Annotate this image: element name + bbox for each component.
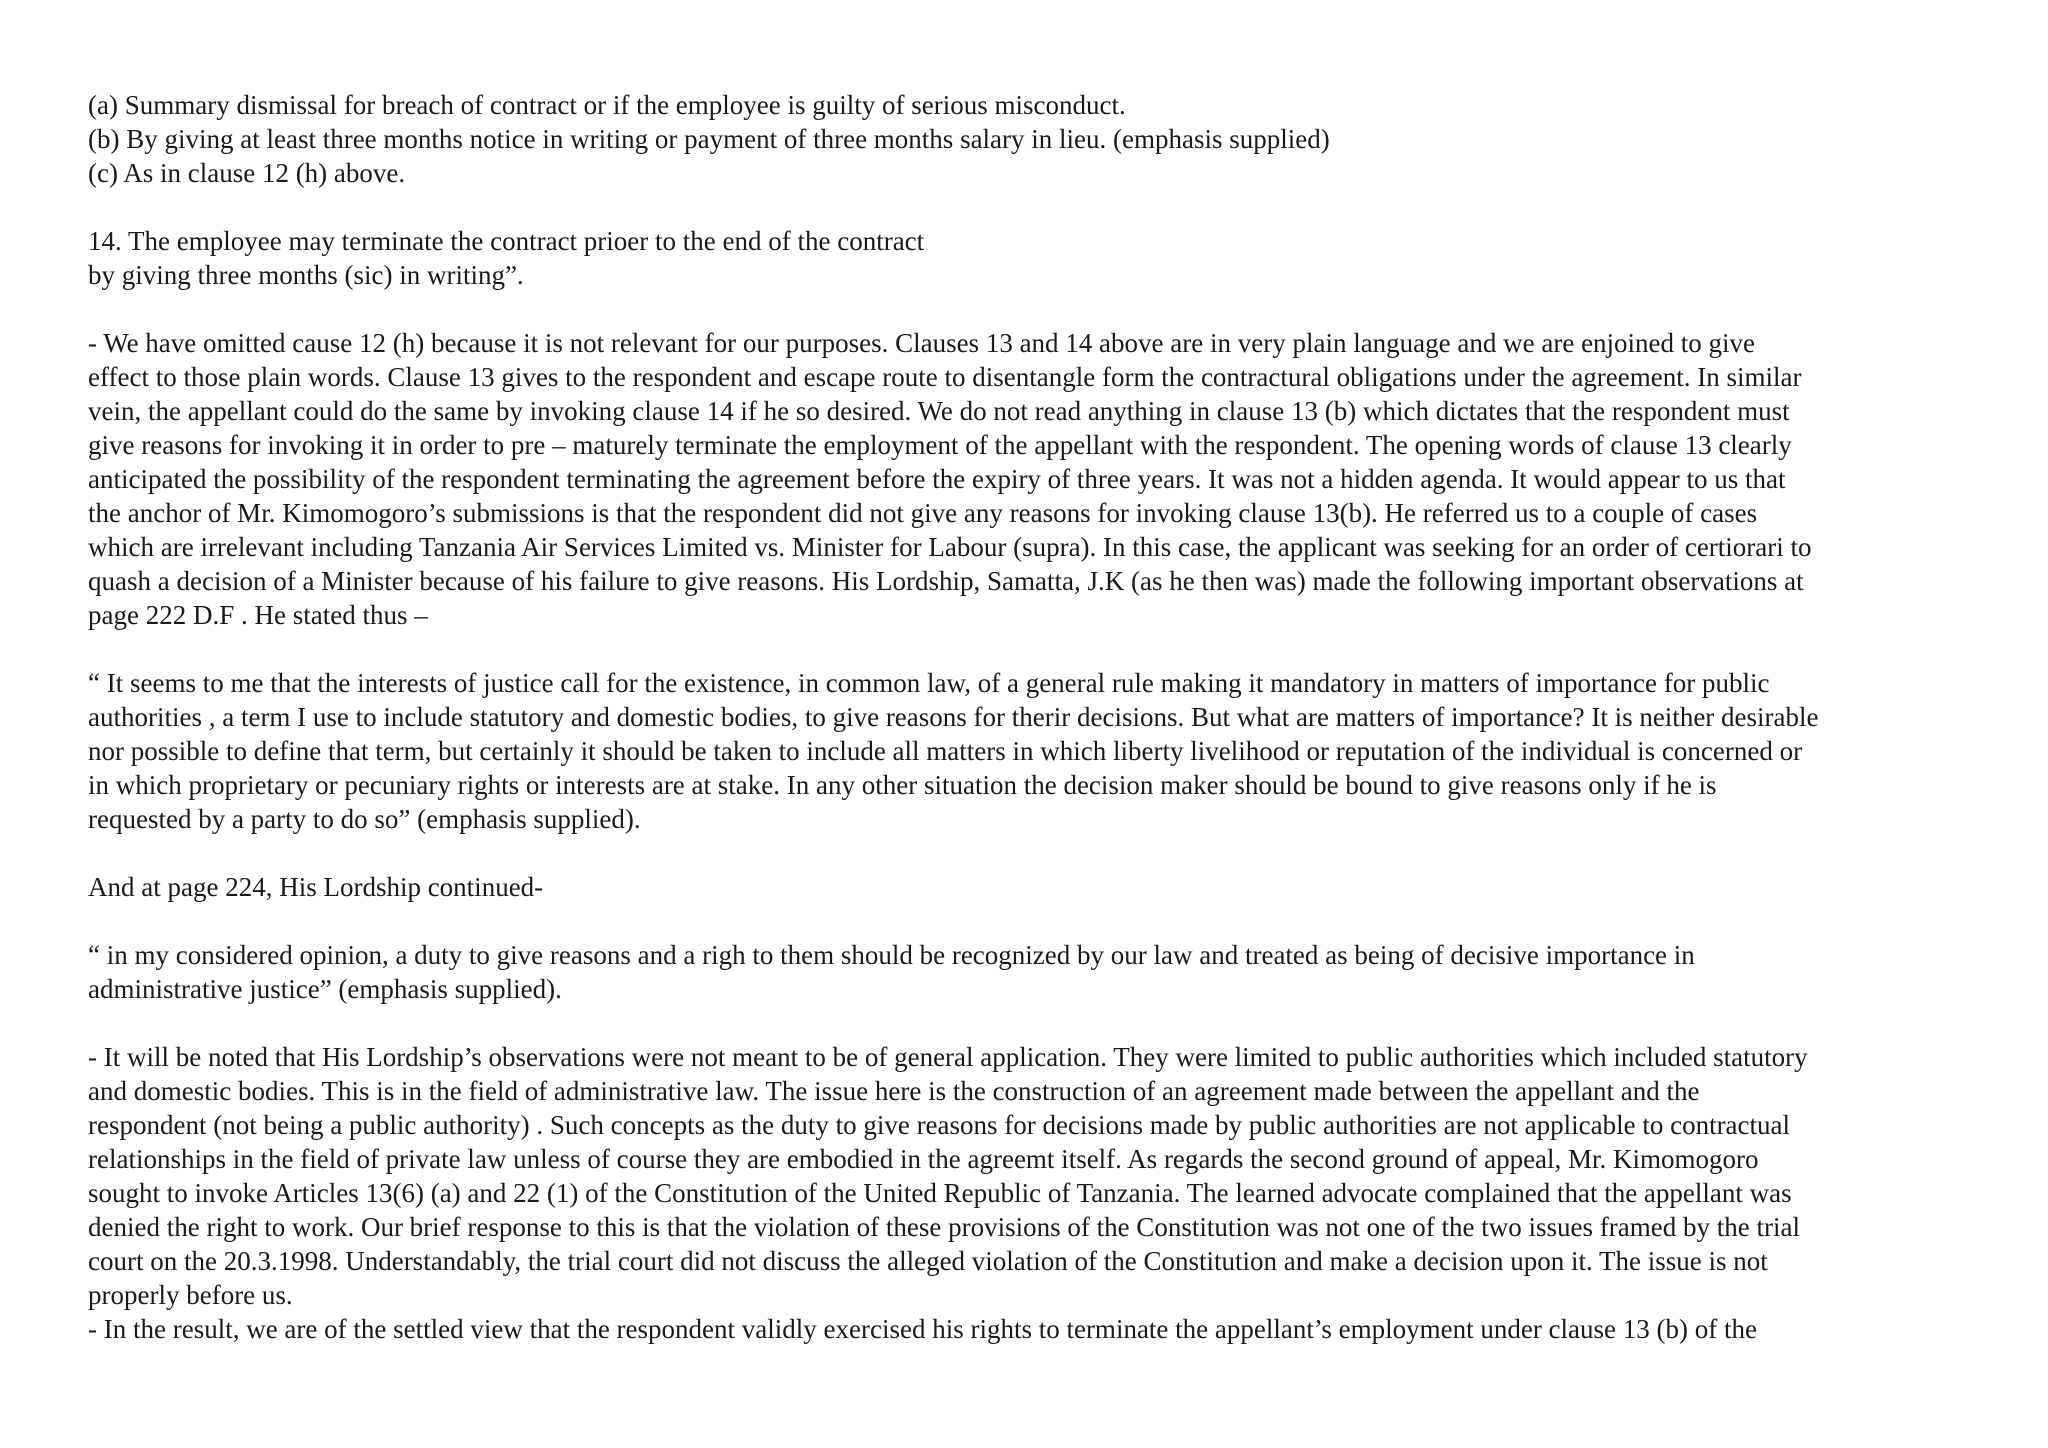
text-line: nor possible to define that term, but certainly it should be taken to include all matters in which liberty livelihood or reputation of the individual is concerned or [88,736,1803,766]
continuation-intro [88,870,1988,904]
text-line: - We have omitted cause 12 (h) because it is not relevant for our purposes. Clauses 13 and 14 above are in very plain language and we are enjoined to give [88,328,1756,358]
text-line: “ in my considered opinion, a duty to give reasons and a righ to them should be recognized by our law and treated as being of decisive importance in [88,940,1695,970]
text-line: which are irrelevant including Tanzania Air Services Limited vs. Minister for Labour (supra). In this case, the applicant was seeking for an order of certiorari to [88,532,1812,562]
text-line: in which proprietary or pecuniary rights or interests are at stake. In any other situation the decision maker should be bound to give reasons only if he is [88,770,1717,800]
text-line: the anchor of Mr. Kimomogoro’s submissions is that the respondent did not give any reasons for invoking clause 13(b). He referred us to a couple of cases [88,498,1758,528]
clause-14 [88,224,1988,292]
paragraph-gap [88,292,1988,326]
text-line: requested by a party to do so” (emphasis supplied). [88,804,641,834]
text-line: - In the result, we are of the settled view that the respondent validly exercised his rights to terminate the appellant’s employment under clause 13 (b) of the [88,1314,1757,1344]
clause-13-option-a: (a) Summary dismissal for breach of contract or if the employee is guilty of serious misconduct. [88,90,1126,120]
text-line: And at page 224, His Lordship continued- [88,872,544,902]
text-line: page 222 D.F . He stated thus – [88,600,428,630]
text-line: give reasons for invoking it in order to pre – maturely terminate the employment of the appellant with the respondent. The opening words of clause 13 clearly [88,430,1792,460]
quotation-page-222 [88,666,1988,836]
clause-13-options [88,88,1988,190]
text-line: authorities , a term I use to include statutory and domestic bodies, to give reasons for therir decisions. But what are matters of importance? It is neither desirable [88,702,1819,732]
paragraph-gap [88,1006,1988,1040]
text-line: denied the right to work. Our brief response to this is that the violation of these provisions of the Constitution was not one of the two issues framed by the trial [88,1212,1800,1242]
text-line: court on the 20.3.1998. Understandably, the trial court did not discuss the alleged violation of the Constitution and make a decision upon it. The issue is not [88,1246,1768,1276]
text-line: quash a decision of a Minister because of his failure to give reasons. His Lordship, Samatta, J.K (as he then was) made the following important observations at [88,566,1804,596]
text-line: and domestic bodies. This is in the field of administrative law. The issue here is the construction of an agreement made between the appellant and the [88,1076,1700,1106]
text-line: respondent (not being a public authority) . Such concepts as the duty to give reasons for decisions made by public authorities are not applicable to contractual [88,1110,1791,1140]
paragraph-gap [88,632,1988,666]
text-line: administrative justice” (emphasis supplied). [88,974,562,1004]
text-line: vein, the appellant could do the same by invoking clause 14 if he so desired. We do not read anything in clause 13 (b) which dictates that the respondent must [88,396,1790,426]
text-line: sought to invoke Articles 13(6) (a) and 22 (1) of the Constitution of the United Republic of Tanzania. The learned advocate complained that the appellant was [88,1178,1792,1208]
text-line: “ It seems to me that the interests of justice call for the existence, in common law, of a general rule making it mandatory in matters of importance for public [88,668,1770,698]
paragraph-gap [88,190,1988,224]
document-page [88,88,1988,1346]
quotation-page-224 [88,938,1988,1006]
text-line: anticipated the possibility of the respondent terminating the agreement before the expiry of three years. It was not a hidden agenda. It would appear to us that [88,464,1786,494]
paragraph-gap [88,836,1988,870]
result-paragraph [88,1312,1988,1346]
text-line: by giving three months (sic) in writing”. [88,260,524,290]
text-line: 14. The employee may terminate the contract prioer to the end of the contract [88,226,925,256]
analysis-paragraph-2 [88,1040,1988,1312]
clause-13-option-c: (c) As in clause 12 (h) above. [88,158,406,188]
paragraph-gap [88,904,1988,938]
clause-13-option-b: (b) By giving at least three months notice in writing or payment of three months salary in lieu. (emphasis supplied) [88,124,1330,154]
analysis-paragraph-1 [88,326,1988,632]
text-line: effect to those plain words. Clause 13 gives to the respondent and escape route to disentangle form the contractural obligations under the agreement. In similar [88,362,1802,392]
text-line: relationships in the field of private law unless of course they are embodied in the agreemt itself. As regards the second ground of appeal, Mr. Kimomogoro [88,1144,1759,1174]
text-line: - It will be noted that His Lordship’s observations were not meant to be of general application. They were limited to public authorities which included statutory [88,1042,1808,1072]
text-line: properly before us. [88,1280,293,1310]
